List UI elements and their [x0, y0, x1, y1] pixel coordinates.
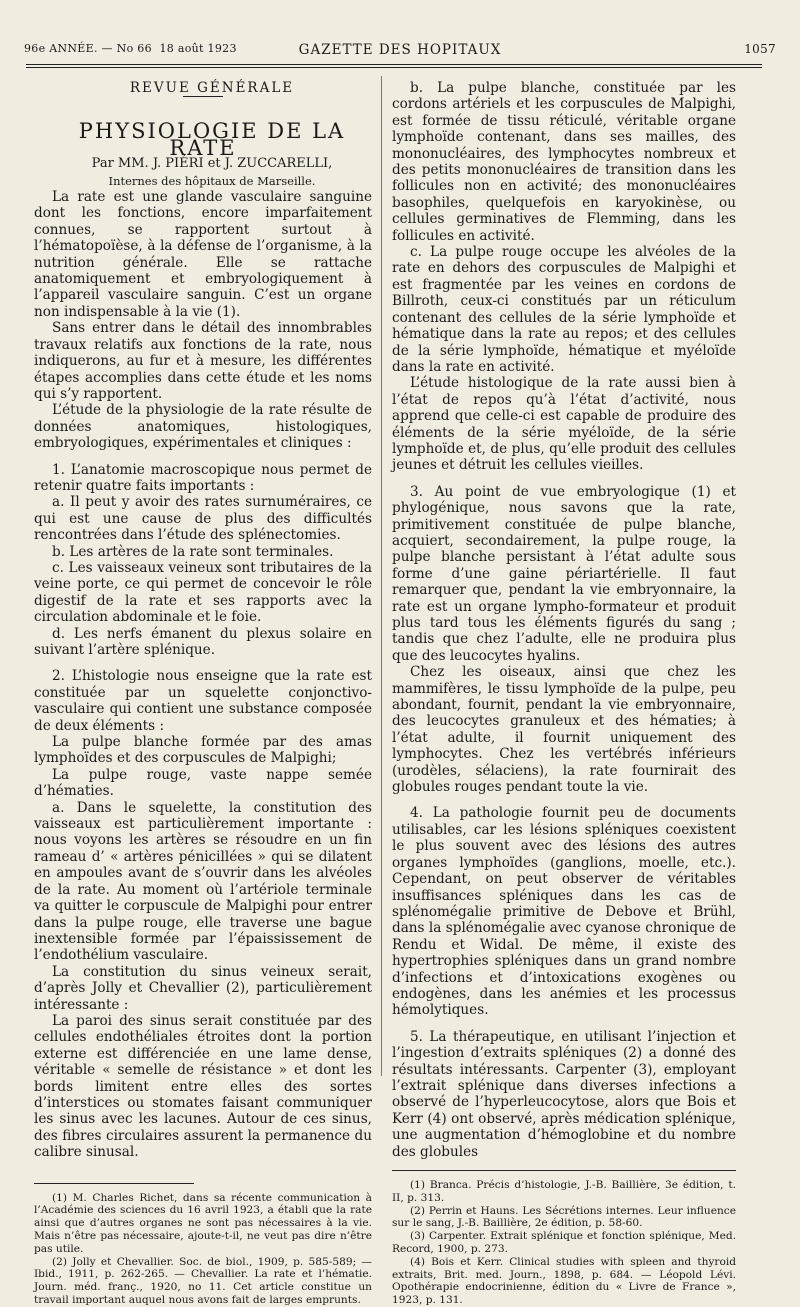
footnote: (4) Bois et Kerr. Clinical studies with spleen and thyroid extraits, Brit. med. Journ., 1898, p. 684. — Léopold Lévi. Opothérapie endocrinienne, édition du « Livre de France », 1923, p. 131. [392, 1255, 736, 1307]
article-authors: Par MM. J. PIÉRI et J. ZUCCARELLI, [91, 156, 333, 172]
footnote: (2) Jolly et Chevallier. Soc. de biol., 1909, p. 585-589; — Ibid., 1911, p. 262-265. — Chevallier. La rate et l’hématie. Journ. méd. franç., 1920, no 11. Cet article constitue un travail important auquel nous avons fait de larges emprunts. [34, 1255, 372, 1306]
paragraph: b. Les artères de la rate sont terminales. [52, 543, 334, 560]
author-affiliation: Internes des hôpitaux de Marseille. [108, 173, 316, 188]
paragraph: La pulpe blanche formée par des amas lymphoïdes et des corpuscules de Malpighi; [34, 734, 372, 767]
paragraph: Sans entrer dans le détail des innombrables travaux relatifs aux fonctions de la rate, nous indiquerons, au fur et à mesure, les différentes étapes accomplies dans cette étude et les noms qui s’y rapportent. [34, 320, 372, 402]
paragraph: L’étude histologique de la rate aussi bien à l’état de repos qu’à l’état d’activité, nous apprend que celle-ci est capable de produire des éléments de la série myéloïde, de la série lymphoïde et, de plus, qu’elle produit des cellules jeunes et détruit les cellules vieilles. [392, 375, 736, 474]
footnote: (1) Branca. Précis d’histologie, J.-B. Baillière, 3e édition, t. II, p. 313. [392, 1179, 736, 1204]
footnote: (2) Perrin et Hauns. Les Sécrétions internes. Leur influence sur le sang, J.-B. Baillière, 2e édition, p. 58-60. [392, 1204, 736, 1230]
header-rule-thin [26, 67, 762, 68]
journal-name: GAZETTE DES HOPITAUX [298, 42, 502, 58]
section-rubric: REVUE GÉNÉRALE [129, 80, 295, 96]
paragraph: La paroi des sinus serait constituée par des cellules endothéliales étroites dont la portion externe est différenciée en une lame dense, véritable « semelle de résistance » et dont les bords limitent entre elles des sortes d’interstices ou stomates faisant communiquer les sinus avec les lacunes. Autour de ces sinus, des fibres circulaires assurent la permanence du calibre sinusal. [34, 1012, 372, 1161]
paragraph: La rate est une glande vasculaire sanguine dont les fonctions, encore imparfaitement connues, se rapportent surtout à l’hématopoïèse, à la défense de l’organisme, à la nutrition générale. Elle se rattache anatomiquement et embryologiquement à l’appareil vasculaire sanguin. C’est un organe non indispensable à la vie (1). [34, 189, 372, 320]
page-number: 1057 [744, 42, 776, 56]
footnote-rule [34, 1183, 194, 1184]
page-header [24, 42, 776, 60]
header-rule [26, 64, 762, 65]
footnote: (3) Carpenter. Extrait splénique et fonction splénique, Med. Record, 1900, p. 273. [392, 1230, 736, 1255]
paragraph: La pulpe rouge, vaste nappe semée d’hématies. [34, 766, 372, 800]
paragraph: b. La pulpe blanche, constituée par les cordons artériels et les corpuscules de Malpighi, est formée de tissu réticulé, véritable organe lymphoïde contenant, dans ses mailles, des mononucléaires, des lymphocytes nombreux et des petits mononucléaires de transition dans les follicules non en activité; des mononucléaires basophiles, quelquefois en karyokinèse, ou cellules germinatives de Flemming, dans les follicules en activité. [392, 80, 736, 244]
paragraph: 4. La pathologie fournit peu de documents utilisables, car les lésions spléniques coexistent le plus souvent avec des lésions des autres organes lymphoïdes (ganglions, moelle, etc.). Cependant, on peut observer de véritables insuffisances spléniques dans les cas de splénomégalie primitive de Debove et Brühl, dans la splénomégalie avec cyanose chronique de Rendu et Widal. De même, il existe des hypertrophies spléniques dans un grand nombre d’infections et d’intoxications exogènes ou endogènes, dans les anémies et les processus hémolytiques. [392, 805, 736, 1019]
paragraph: a. Dans le squelette, la constitution des vaisseaux est particulièrement importante : nous voyons les artères se résoudre en un fin rameau d’ « artères pénicillées » qui se dilatent en ampoules avant de s’ouvrir dans les alvéoles de la rate. Au moment où l’artériole terminale va quitter le corpuscule de Malpighi pour entrer dans la pulpe rouge, elle traverse une bague inextensible formée par l’épaississement de l’endothélium vasculaire. [34, 799, 372, 964]
paragraph: 3. Au point de vue embryologique (1) et phylogénique, nous savons que la rate, primitivement constituée de pulpe blanche, acquiert, secondairement, la pulpe rouge, la pulpe blanche persistant à l’état adulte sous forme d’une gaine périartérielle. Il faut remarquer que, pendant la vie embryonnaire, la rate est un organe lympho-formateur et produit plus tard tous les éléments figurés du sang ; tandis que chez l’adulte, elle ne produira plus que des leucocytes hyalins. [392, 483, 736, 664]
right-column [392, 80, 736, 1307]
paragraph: d. Les nerfs émanent du plexus solaire en suivant l’artère splénique. [34, 625, 372, 658]
issue-date: 18 août 1923 [159, 42, 237, 55]
footnote: (1) M. Charles Richet, dans sa récente communication à l’Académie des sciences du 16 avril 1923, a établi que la rate ainsi que d’autres organes ne sont pas nécessaires à la vie. Mais n’être pas nécessaire, ajoute-t-il, ne veut pas dire n’être pas utile. [34, 1191, 372, 1255]
column-divider [381, 76, 382, 1076]
paragraph: a. Il peut y avoir des rates surnuméraires, ce qui est une cause de plus des difficultés rencontrées dans l’étude des splénectomies. [34, 494, 372, 544]
issue-number: 96e ANNÉE. — No 66 [24, 42, 152, 55]
rubric-rule [183, 96, 223, 97]
article-title: PHYSIOLOGIE DE LA RATE [78, 119, 346, 160]
paragraph: c. La pulpe rouge occupe les alvéoles de la rate en dehors des corpuscules de Malpighi et est fragmentée par les veines en cordons de Billroth, ceux-ci constitués par un réticulum contenant des cellules de la série lymphoïde et hématique dans la rate au repos; et des cellules de la série lymphoïde, hématique et myéloïde dans la rate en activité. [392, 244, 736, 375]
paragraph: 1. L’anatomie macroscopique nous permet de retenir quatre faits importants : [34, 461, 372, 494]
paragraph: La constitution du sinus veineux serait, d’après Jolly et Chevallier (2), particulièrement intéressante : [34, 963, 372, 1013]
paragraph: Chez les oiseaux, ainsi que chez les mammifères, le tissu lymphoïde de la pulpe, peu abondant, fournit, pendant la vie embryonnaire, des leucocytes granuleux et des hématies; à l’état adulte, il fournit uniquement des lymphocytes. Chez les vertébrés inférieurs (urodèles, sélaciens), la rate fournirait des globules rouges pendant toute la vie. [392, 664, 736, 796]
left-column [34, 80, 372, 1307]
paragraph: c. Les vaisseaux veineux sont tributaires de la veine porte, ce qui permet de concevoir le rôle digestif de la rate et ses rapports avec la circulation abdominale et le foie. [34, 559, 372, 626]
paragraph: 5. La thérapeutique, en utilisant l’injection et l’ingestion d’extraits spléniques (2) a donné des résultats intéressants. Carpenter (3), employant l’extrait splénique dans diverses infections a observé de l’hyperleucocytose, alors que Bois et Kerr (4) ont observé, après médication splénique, une augmentation d’hémoglobine et du nombre des globules [392, 1028, 736, 1160]
paragraph: L’étude de la physiologie de la rate résulte de données anatomiques, histologiques, embryologiques, expérimentales et cliniques : [34, 402, 372, 452]
paragraph: 2. L’histologie nous enseigne que la rate est constituée par un squelette conjonctivo-vasculaire qui contient une substance composée de deux éléments : [34, 668, 372, 734]
footnote-rule [392, 1170, 736, 1171]
